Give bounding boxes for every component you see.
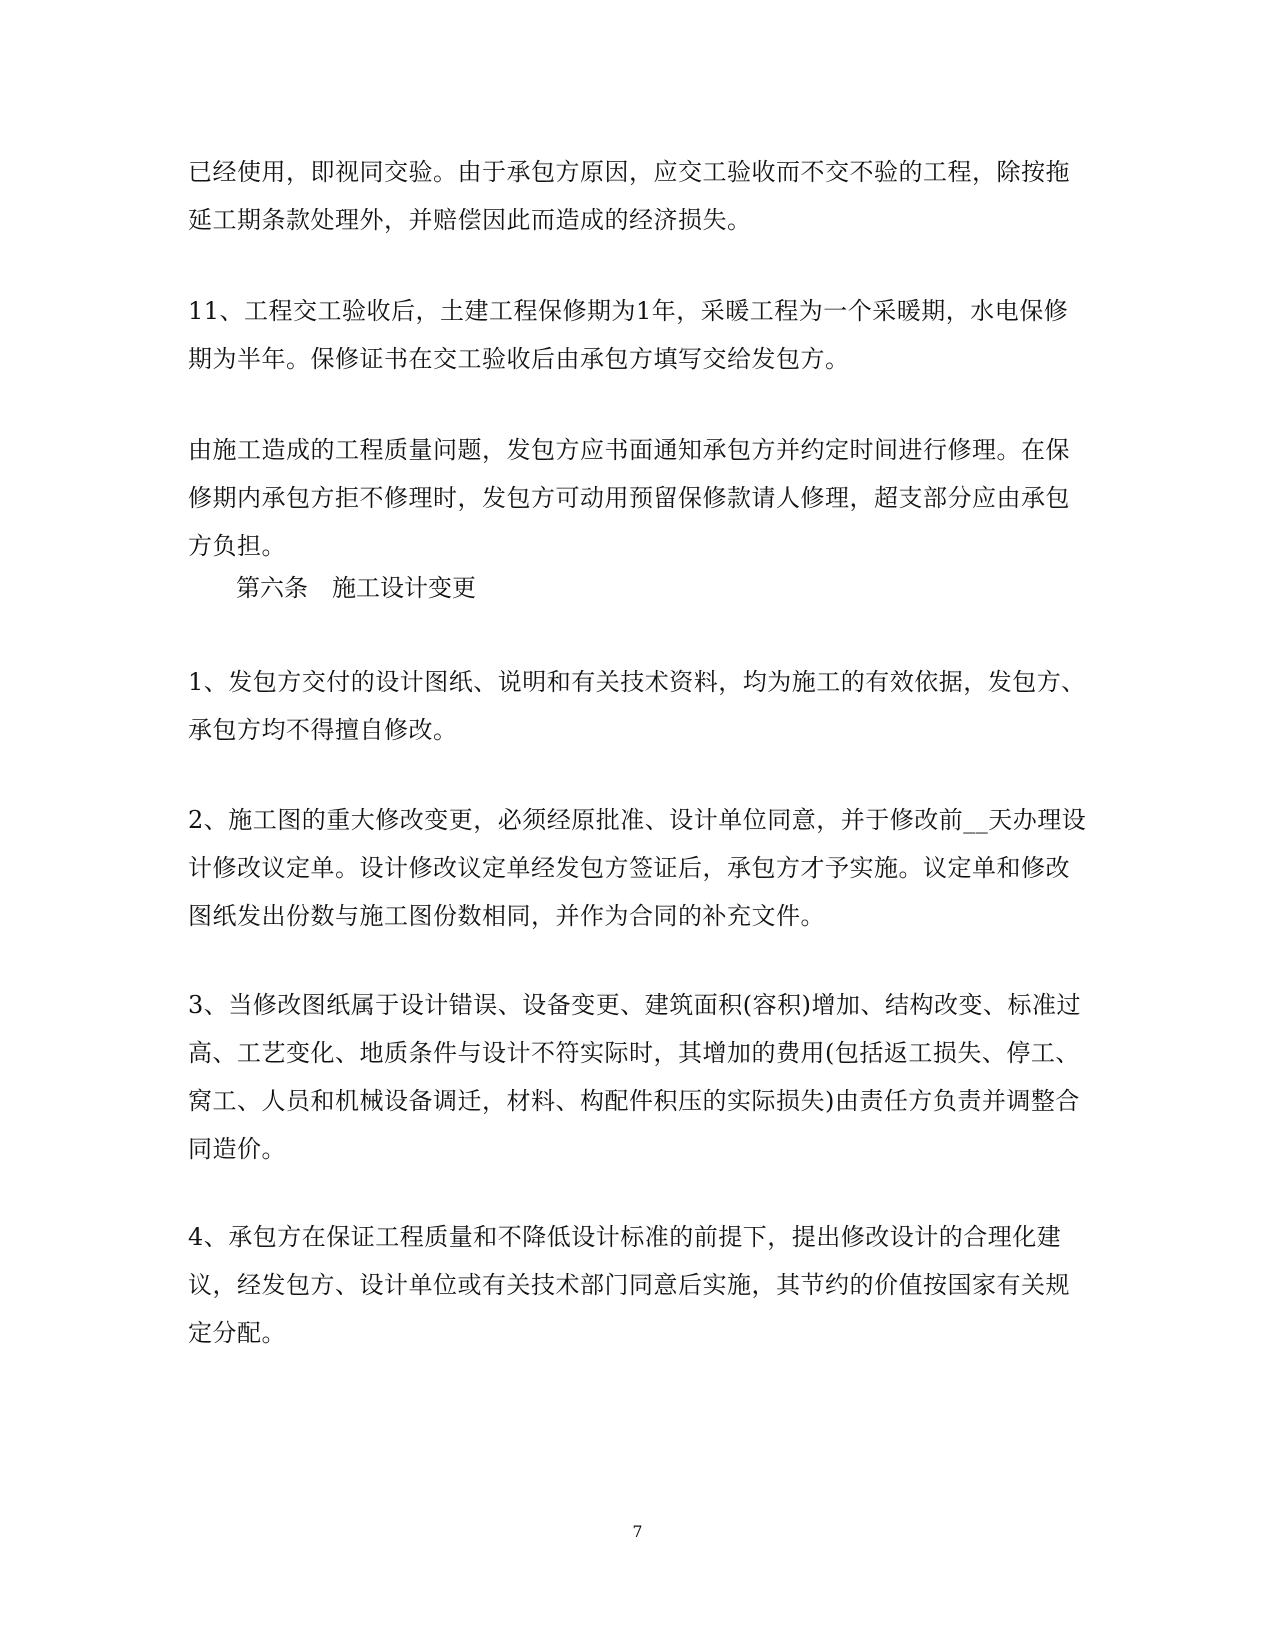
paragraph-warranty-period: 11、工程交工验收后，土建工程保修期为1年，采暖工程为一个采暖期，水电保修期为半年。保修证书在交工验收后由承包方填写交给发包方。 — [188, 297, 1069, 373]
paragraph-quality-repair: 由施工造成的工程质量问题，发包方应书面通知承包方并约定时间进行修理。在保修期内承包方拒不修理时，发包方可动用预留保修款请人修理，超支部分应由承包方负担。 — [188, 436, 1070, 560]
paragraph-rationalization: 4、承包方在保证工程质量和不降低设计标准的前提下，提出修改设计的合理化建议，经发包方、设计单位或有关技术部门同意后实施，其节约的价值按国家有关规定分配。 — [188, 1223, 1070, 1347]
page-number: 7 — [632, 1522, 643, 1541]
paragraph-acceptance-continuation: 已经使用，即视同交验。由于承包方原因，应交工验收而不交不验的工程，除按拖延工期条款处理外，并赔偿因此而造成的经济损失。 — [188, 158, 1070, 234]
paragraph-design-documents: 1、发包方交付的设计图纸、说明和有关技术资料，均为施工的有效依据，发包方、承包方均不得擅自修改。 — [188, 668, 1086, 744]
paragraph-cost-responsibility: 3、当修改图纸属于设计错误、设备变更、建筑面积(容积)增加、结构改变、标准过高、工艺变化、地质条件与设计不符实际时，其增加的费用(包括返工损失、停工、窝工、人员和机械设备调迁，材料、构配件积压的实际损失)由责任方负责并调整合同造价。 — [188, 991, 1081, 1163]
section-heading: 第六条 施工设计变更 — [236, 574, 476, 602]
paragraph-major-changes: 2、施工图的重大修改变更，必须经原批准、设计单位同意，并于修改前__天办理设计修改议定单。设计修改议定单经发包方签证后，承包方才予实施。议定单和修改图纸发出份数与施工图份数相同，并作为合同的补充文件。 — [188, 806, 1087, 930]
